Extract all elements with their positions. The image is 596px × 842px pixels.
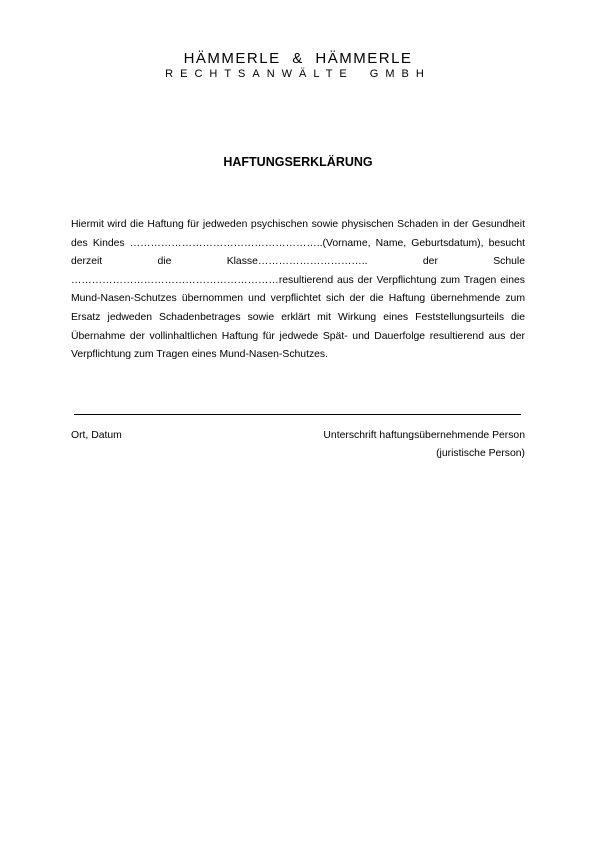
signature-label: Unterschrift haftungsübernehmende Person	[323, 430, 525, 441]
signature-label-block	[323, 427, 525, 463]
letterhead-firm-subtitle: RECHTSANWÄLTE GMBH	[165, 68, 431, 80]
place-date-label: Ort, Datum	[71, 430, 122, 441]
signature-label-note: (juristische Person)	[436, 448, 525, 459]
signature-line	[74, 414, 521, 415]
declaration-body-text: Hiermit wird die Haftung für jedweden psychischen sowie physischen Schaden in der Gesundheit des Kindes ………………………………………………..(Vorname, Name, Geburtsdatum), besucht derzeit die Klasse………………………….. der Schule ……………………………………………………resultierend aus der Verpflichtung zum Tragen eines Mund-Nasen-Schutzes übernommen und verpflichtet sich der die Haftung übernehmende zum Ersatz jedweden Schadenbetrages sowie erklärt mit Wirkung eines Feststellungsurteils die Übernahme der vollinhaltlichen Haftung für jedwede Spät- und Dauerfolge resultierend aus der Verpflichtung zum Tragen eines Mund-Nasen-Schutzes.	[71, 219, 525, 361]
letterhead-firm-name: HÄMMERLE & HÄMMERLE	[183, 50, 413, 67]
document-title: HAFTUNGSERKLÄRUNG	[223, 155, 373, 169]
